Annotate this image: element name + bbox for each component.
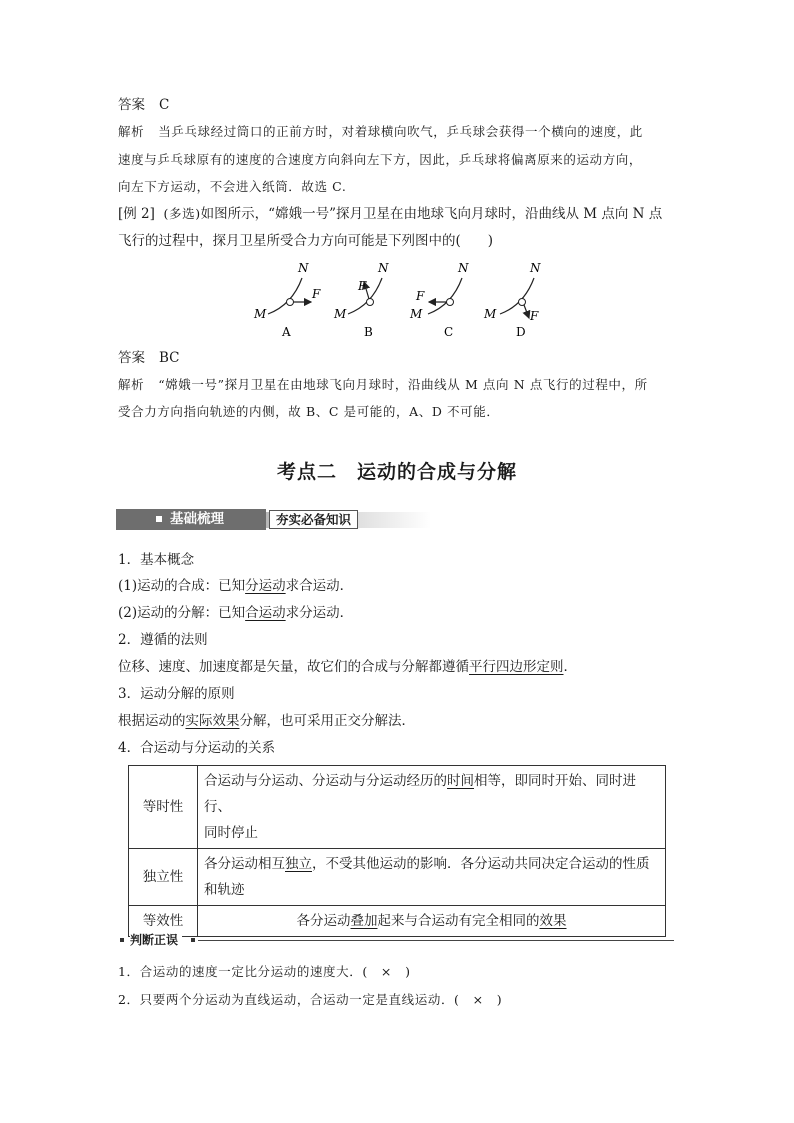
answer-value: BC xyxy=(159,350,180,366)
label-f: F xyxy=(312,287,321,301)
point-3-title: 3．运动分解的原则 xyxy=(118,686,235,702)
judge-item-2: 2．只要两个分运动为直线运动，合运动一定是直线运动．( × ) xyxy=(118,992,503,1007)
figure-option-d xyxy=(483,261,541,339)
ex2-analysis-line-1 xyxy=(118,376,648,394)
label-m: M xyxy=(484,307,497,321)
ex2-answer xyxy=(118,349,180,367)
label-m: M xyxy=(410,307,423,321)
label-f: F xyxy=(358,279,367,293)
row-header: 等时性 xyxy=(129,766,198,849)
point-1b: (2)运动的分解：已知合运动求分运动． xyxy=(118,605,354,621)
answer-value: C xyxy=(159,97,170,113)
answer-label: 答案 xyxy=(118,97,145,113)
key-term: 合运动 xyxy=(245,605,286,621)
label-n: N xyxy=(530,261,541,275)
row-content: 合运动与分运动、分运动与分运动经历的时间相等，即同时开始、同时进行、 同时停止 xyxy=(198,766,666,849)
point-4-title: 4．合运动与分运动的关系 xyxy=(118,740,276,756)
relation-table xyxy=(128,765,666,937)
ex2-analysis-line-2: 受合力方向指向轨迹的内侧，故 B、C 是可能的，A、D 不可能． xyxy=(118,404,500,419)
satellite-point xyxy=(367,299,374,306)
key-term: 效果 xyxy=(539,913,567,929)
ex2-question-line-2: 飞行的过程中，探月卫星所受合力方向可能是下列图中的( ) xyxy=(118,233,494,249)
banner-subtitle: 夯实必备知识 xyxy=(269,510,358,529)
satellite-point xyxy=(519,299,526,306)
banner-title: 基础梳理 xyxy=(170,511,224,527)
force-arrow xyxy=(524,305,529,318)
key-term: 时间 xyxy=(447,773,474,789)
key-term: 平行四边形定则 xyxy=(469,659,564,675)
satellite-point xyxy=(447,299,454,306)
table-row xyxy=(129,849,666,906)
question-text: 如图所示，“嫦娥一号”探月卫星在由地球飞向月球时，沿曲线从 M 点向 N 点 xyxy=(200,206,663,222)
row-header: 独立性 xyxy=(129,849,198,906)
section-banner xyxy=(116,509,431,530)
label-m: M xyxy=(334,307,347,321)
judge-header xyxy=(118,932,674,948)
divider xyxy=(198,940,674,941)
option-label-c: C xyxy=(444,325,454,339)
ex1-analysis-line-3: 向左下方运动，不会进入纸筒．故选 C. xyxy=(118,179,347,194)
key-term: 独立 xyxy=(285,856,312,872)
trajectory-curve xyxy=(428,278,462,314)
point-1a: (1)运动的合成：已知分运动求合运动． xyxy=(118,578,354,594)
point-2-title: 2．遵循的法则 xyxy=(118,632,208,648)
label-f: F xyxy=(416,289,425,303)
option-label-d: D xyxy=(516,325,526,339)
point-1-title: 1．基本概念 xyxy=(118,552,195,568)
key-term: 实际效果 xyxy=(185,713,240,729)
row-header: 等效性 xyxy=(129,906,198,937)
analysis-label: 解析 xyxy=(118,377,145,392)
option-label-b: B xyxy=(364,325,373,339)
example-label: [例 2] xyxy=(118,206,155,222)
multi-select-tag: (多选) xyxy=(163,206,201,221)
figure-option-a xyxy=(253,261,321,339)
square-bullet-icon xyxy=(156,516,162,522)
point-3-text: 根据运动的实际效果分解，也可采用正交分解法． xyxy=(118,713,415,729)
trajectory-curve xyxy=(268,278,302,314)
square-bullet-icon xyxy=(191,938,195,942)
ex1-analysis-line-2: 速度与乒乓球原有的速度的合速度方向斜向左下方，因此，乒乓球将偏离原来的运动方向， xyxy=(118,152,643,167)
row-content: 各分运动相互独立，不受其他运动的影响．各分运动共同决定合运动的性质 和轨迹 xyxy=(198,849,666,906)
analysis-text: 当乒乓球经过筒口的正前方时，对着球横向吹气，乒乓球会获得一个横向的速度，此 xyxy=(158,124,643,139)
figure-option-b xyxy=(333,261,389,339)
satellite-point xyxy=(287,299,294,306)
label-f: F xyxy=(530,309,539,323)
judge-title: 判断正误 xyxy=(130,932,182,948)
option-label-a: A xyxy=(282,325,291,339)
row-content: 各分运动叠加起来与合运动有完全相同的效果 xyxy=(198,906,666,937)
judge-item-1: 1．合运动的速度一定比分运动的速度大．( × ) xyxy=(118,964,411,979)
label-n: N xyxy=(458,261,469,275)
label-n: N xyxy=(378,261,389,275)
answer-label: 答案 xyxy=(118,350,145,366)
analysis-label: 解析 xyxy=(118,124,145,139)
analysis-text: “嫦娥一号”探月卫星在由地球飞向月球时，沿曲线从 M 点向 N 点飞行的过程中，所 xyxy=(158,377,648,392)
key-term: 分运动 xyxy=(245,578,286,594)
square-bullet-icon xyxy=(120,938,124,942)
label-n: N xyxy=(298,261,309,275)
point-2-text: 位移、速度、加速度都是矢量，故它们的合成与分解都遵循平行四边形定则． xyxy=(118,659,577,675)
section-title: 考点二 运动的合成与分解 xyxy=(276,461,517,483)
label-m: M xyxy=(254,307,267,321)
trajectory-curve xyxy=(500,278,534,314)
figure-option-c xyxy=(409,261,469,339)
table-row xyxy=(129,766,666,849)
key-term: 叠加 xyxy=(350,913,378,929)
